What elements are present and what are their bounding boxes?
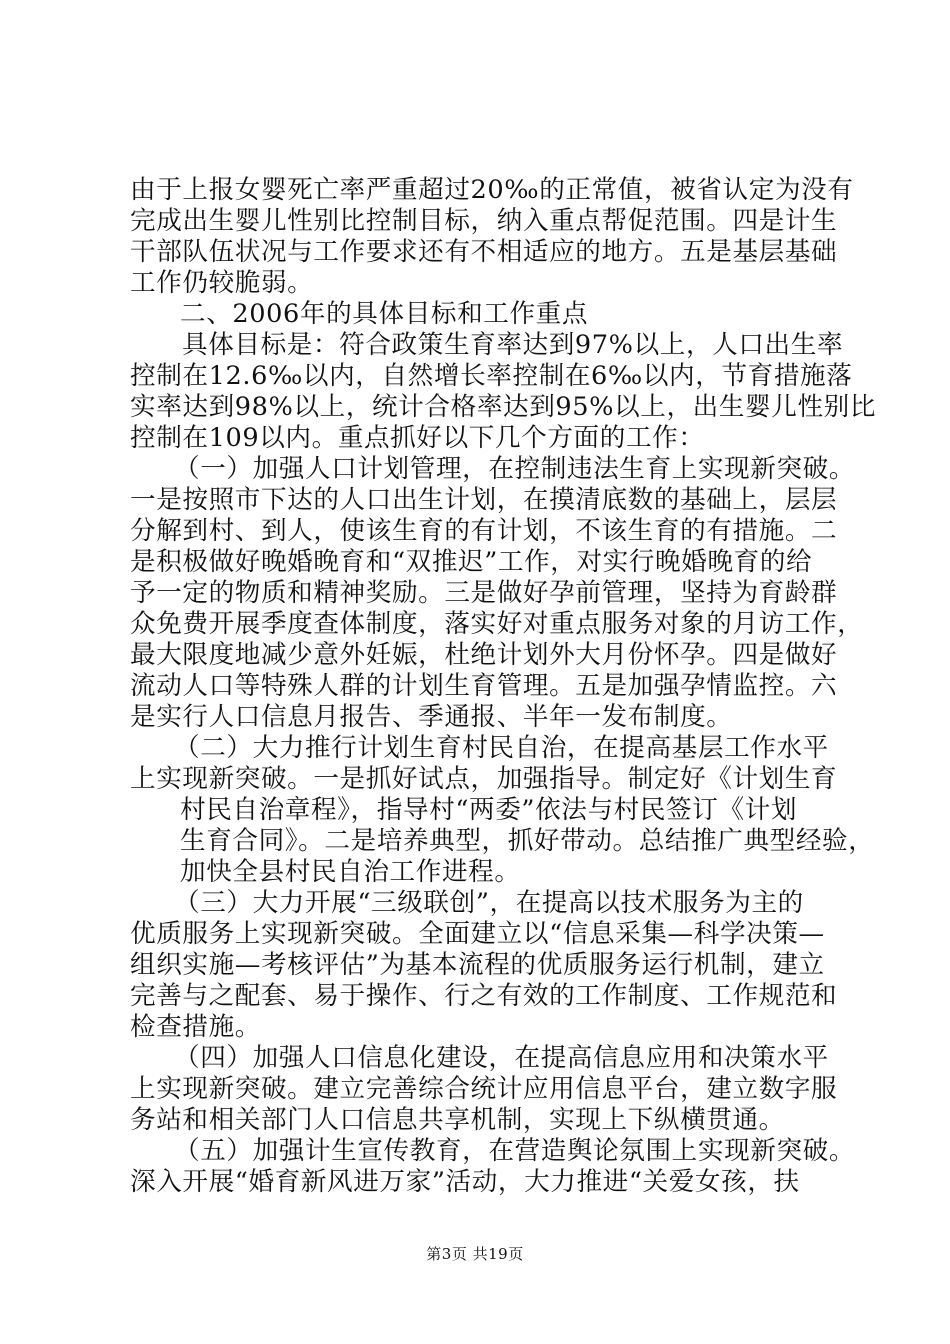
text-line: 深入开展“婚育新风进万家”活动，大力推进“关爱女孩，扶 (130, 1167, 800, 1197)
text-line: 村民自治章程》，指导村“两委”依法与村民签订《计划 (180, 795, 798, 825)
text-line: 干部队伍状况与工作要求还有不相适应的地方。五是基层基础 (130, 237, 838, 267)
text-line: 流动人口等特殊人群的计划生育管理。五是加强孕情监控。六 (130, 671, 838, 701)
text-line: 控制在12.6‰以内，自然增长率控制在6‰以内，节育措施落 (130, 361, 853, 391)
page-footer: 第3页 共19页 (426, 1245, 524, 1263)
text-line: 众免费开展季度查体制度，落实好对重点服务对象的月访工作， (130, 609, 864, 639)
text-line: 分解到村、到人，使该生育的有计划，不该生育的有措施。二 (130, 516, 838, 546)
text-line: 上实现新突破。一是抓好试点，加强指导。制定好《计划生育 (130, 764, 838, 794)
text-line: 具体目标是：符合政策生育率达到97%以上，人口出生率 (182, 330, 844, 360)
subsection-heading: （五）加强计生宣传教育，在营造舆论氛围上实现新突破。 (174, 1136, 856, 1166)
text-line: 优质服务上实现新突破。全面建立以“信息采集—科学决策— (130, 919, 825, 949)
text-line: 生育合同》。二是培养典型，抓好带动。总结推广典型经验， (180, 826, 875, 856)
text-line: 完善与之配套、易于操作、行之有效的工作制度、工作规范和 (130, 981, 838, 1011)
subsection-heading: （一）加强人口计划管理，在控制违法生育上实现新突破。 (174, 454, 856, 484)
text-line: 务站和相关部门人口信息共享机制，实现上下纵横贯通。 (130, 1105, 785, 1135)
text-line: 加快全县村民自治工作进程。 (180, 857, 521, 887)
subsection-heading: （四）加强人口信息化建设，在提高信息应用和决策水平 (174, 1043, 829, 1073)
text-line: 实率达到98%以上，统计合格率达到95%以上，出生婴儿性别比 (130, 392, 877, 422)
subsection-heading: （三）大力开展“三级联创”，在提高以技术服务为主的 (174, 888, 804, 918)
text-line: 予一定的物质和精神奖励。三是做好孕前管理，坚持为育龄群 (130, 578, 838, 608)
text-line: 最大限度地减少意外妊娠，杜绝计划外大月份怀孕。四是做好 (130, 640, 838, 670)
subsection-heading: （二）大力推行计划生育村民自治，在提高基层工作水平 (174, 733, 829, 763)
text-line: 上实现新突破。建立完善综合统计应用信息平台，建立数字服 (130, 1074, 838, 1104)
text-line: 工作仍较脆弱。 (130, 268, 314, 298)
text-line: 一是按照市下达的人口出生计划，在摸清底数的基础上，层层 (130, 485, 838, 515)
text-line: 由于上报女婴死亡率严重超过20‰的正常值，被省认定为没有 (130, 175, 854, 205)
text-line: 完成出生婴儿性别比控制目标，纳入重点帮促范围。四是计生 (130, 206, 838, 236)
text-line: 组织实施—考核评估”为基本流程的优质服务运行机制，建立 (130, 950, 825, 980)
text-line: 是实行人口信息月报告、季通报、半年一发布制度。 (130, 702, 733, 732)
text-line: 检查措施。 (130, 1012, 261, 1042)
text-line: 控制在109以内。重点抓好以下几个方面的工作： (130, 423, 705, 453)
text-line: 是积极做好晚婚晚育和“双推迟”工作，对实行晚婚晚育的给 (130, 547, 813, 577)
section-heading: 二、2006年的具体目标和工作重点 (180, 299, 589, 329)
